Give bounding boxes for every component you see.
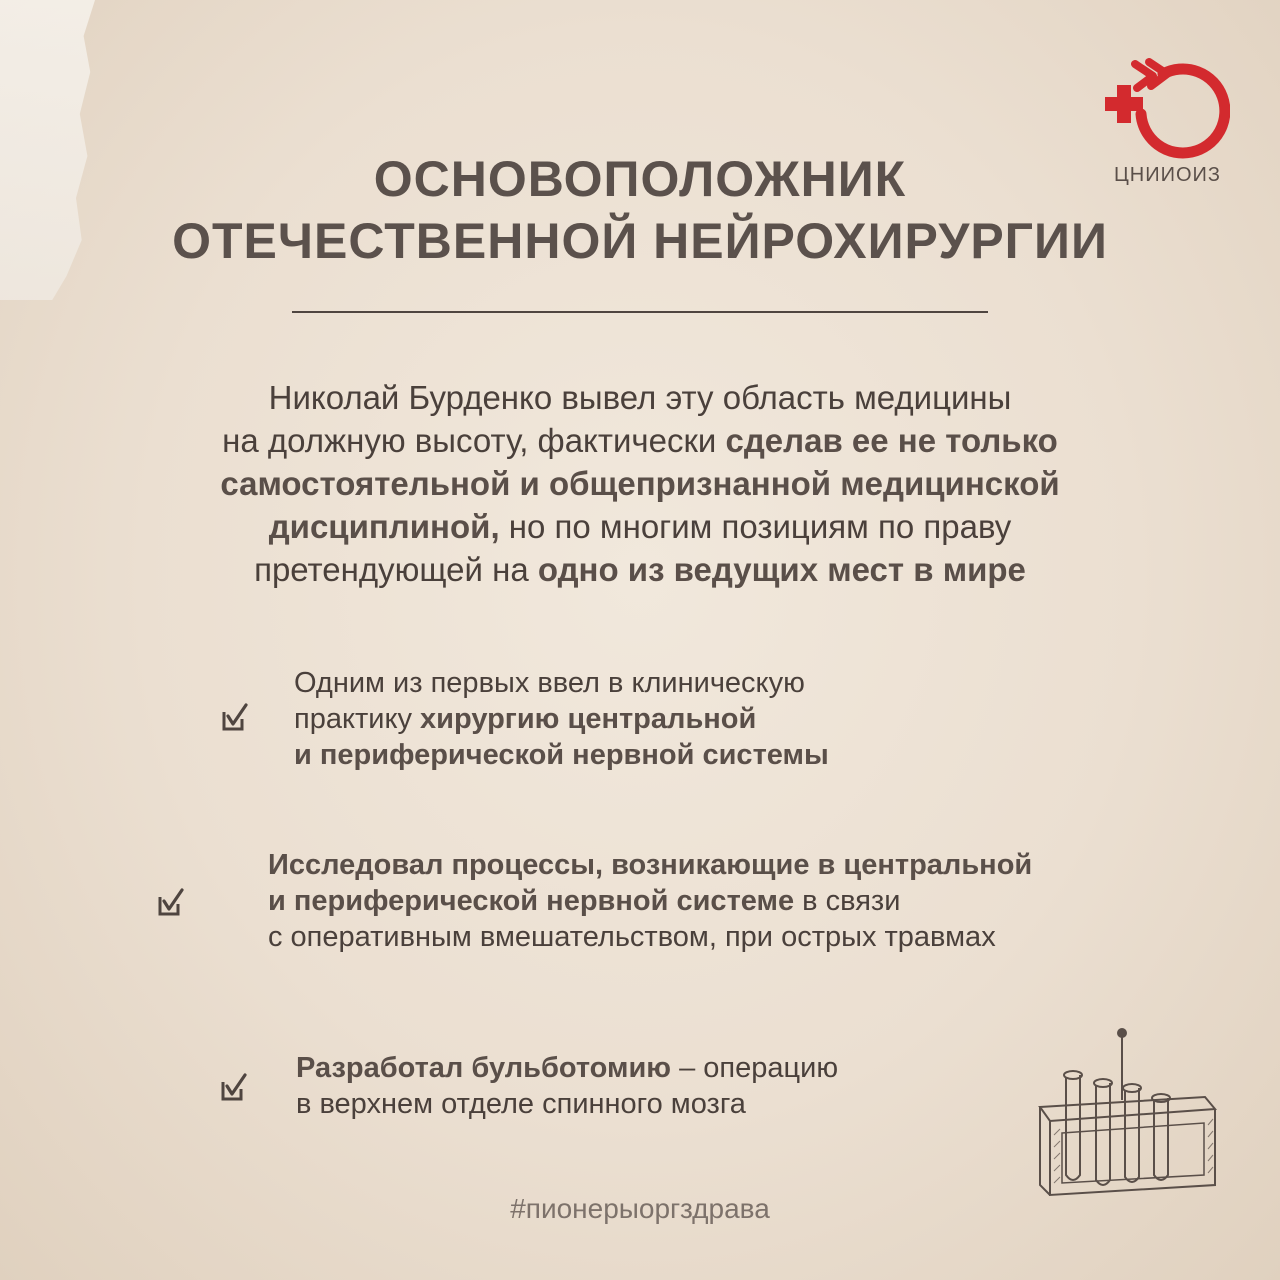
lead-emphasis: дисциплиной, [268,508,500,545]
lead-line [0,462,1280,505]
title-line-1: ОСНОВОПОЛОЖНИК [373,151,907,207]
bullet-emphasis: хирургию центральной [420,703,757,735]
bullet-item [296,1050,838,1122]
hashtag: #пионерыоргздрава [510,1193,770,1224]
cniioiz-logo-icon [1105,52,1230,162]
bullet-text: в связи [794,885,901,917]
checkmark-icon [218,1072,248,1102]
title-line-2: ОТЕЧЕСТВЕННОЙ НЕЙРОХИРУРГИИ [172,213,1108,269]
lead-text: на должную высоту, фактически [222,422,726,459]
lead-text: но по многим позициям по праву [499,508,1012,545]
lead-emphasis: самостоятельной и общепризнанной медицинской [220,465,1060,502]
bullet-text: практику [294,703,421,735]
bullet-text: Одним из первых ввел в клиническую [294,667,805,699]
bullet-text: – операцию [671,1052,839,1084]
checkmark-icon [155,887,185,917]
lead-text: Николай Бурденко вывел эту область медицины [268,379,1012,416]
lead-line [0,419,1280,462]
bullet-emphasis: и периферической нервной системе [268,885,795,917]
lead-line [0,505,1280,548]
lead-line [0,376,1280,419]
logo-text: ЦНИИОИЗ [1114,164,1221,186]
bullet-emphasis: Разработал бульботомию [296,1052,672,1084]
page-title [0,148,1280,272]
bullet-emphasis: и периферической нервной системы [294,739,829,771]
bullet-emphasis: Исследовал процессы, возникающие в центральной [268,849,1033,881]
lead-emphasis: одно из ведущих мест в мире [537,551,1026,588]
bullet-text: с оперативным вмешательством, при острых травмах [268,921,996,953]
lead-emphasis: сделав ее не только [725,422,1058,459]
lead-paragraph [0,376,1280,591]
bullet-item [268,847,1032,955]
checkmark-icon [219,702,249,732]
bullet-text: в верхнем отделе спинного мозга [296,1088,746,1120]
divider [292,311,988,313]
bullet-item [294,665,829,773]
lead-line [0,548,1280,591]
test-tubes-rack-icon [1030,1025,1225,1215]
lead-text: претендующей на [254,551,538,588]
